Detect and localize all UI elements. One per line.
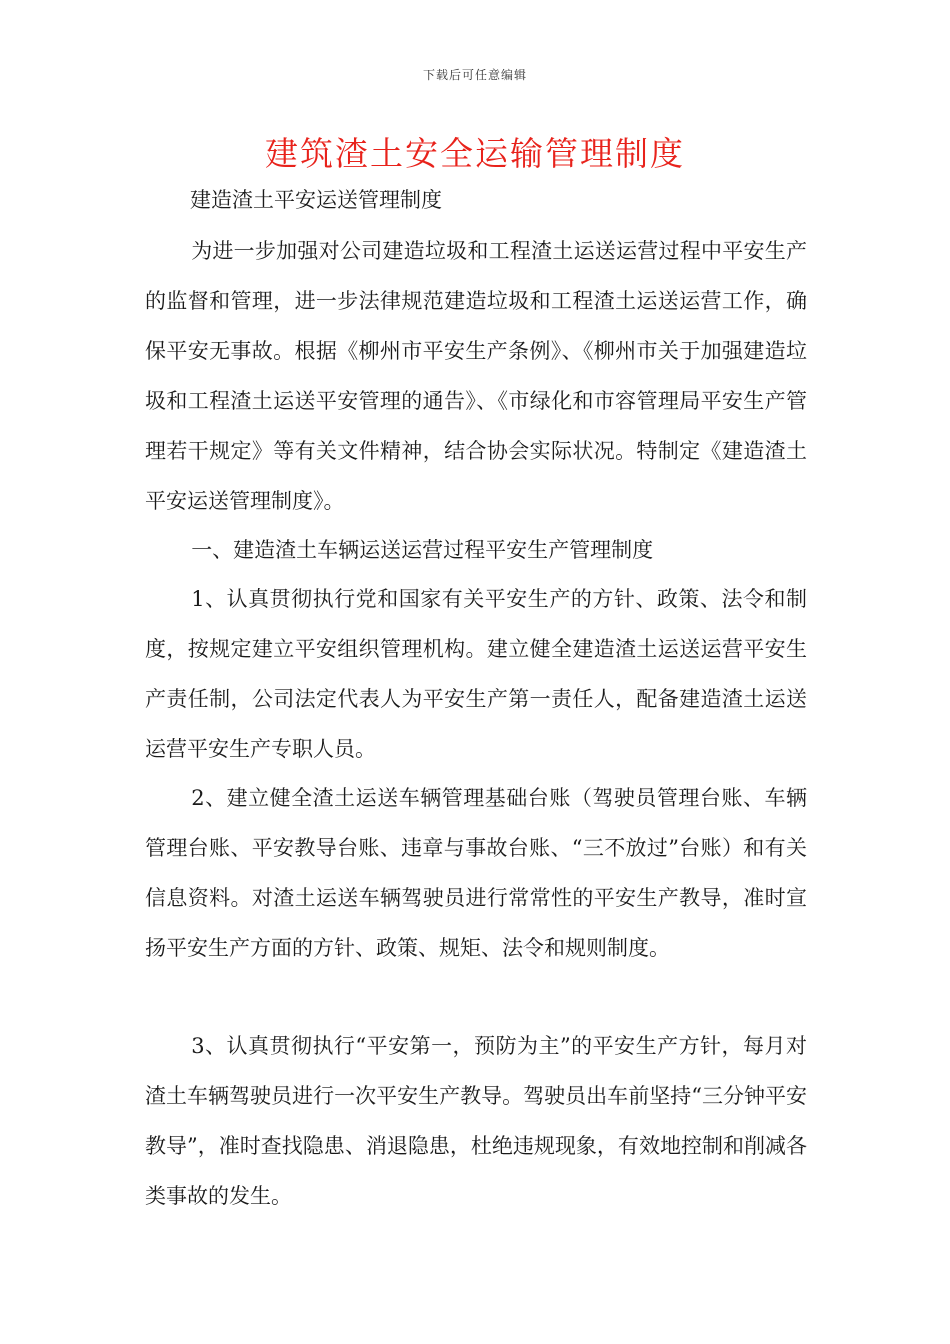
document-title: 建筑渣土安全运输管理制度 [265,134,685,173]
clause-1-paragraph: 1、认真贯彻执行党和国家有关平安生产的方针、政策、法令和制度，按规定建立平安组织管理机构。建立健全建造渣土运送运营平安生产责任制，公司法定代表人为平安生产第一责任人，配备建造渣土运送运营平安生产专职人员。 [145,587,807,761]
document-subtitle: 建造渣土平安运送管理制度 [190,188,442,212]
clause-2-paragraph: 2、建立健全渣土运送车辆管理基础台账（驾驶员管理台账、车辆管理台账、平安教导台账、违章与事故台账、“三不放过”台账）和有关信息资料。对渣土运送车辆驾驶员进行常常性的平安生产教导，准时宣扬平安生产方面的方针、政策、规矩、法令和规则制度。 [145,786,807,960]
clause-3-paragraph: 3、认真贯彻执行“平安第一，预防为主”的平安生产方针，每月对渣土车辆驾驶员进行一次平安生产教导。驾驶员出车前坚持“三分钟平安教导”，准时查找隐患、消退隐患，杜绝违规现象，有效地控制和削减各类事故的发生。 [145,1034,807,1208]
intro-paragraph: 为进一步加强对公司建造垃圾和工程渣土运送运营过程中平安生产的监督和管理，进一步法律规范建造垃圾和工程渣土运送运营工作，确保平安无事故。根据《柳州市平安生产条例》、《柳州市关于加强建造垃圾和工程渣土运送平安管理的通告》、《市绿化和市容管理局平安生产管理若干规定》等有关文件精神，结合协会实际状况。特制定《建造渣土平安运送管理制度》。 [145,239,807,513]
download-note: 下载后可任意编辑 [422,68,527,82]
section-heading-1: 一、建造渣土车辆运送运营过程平安生产管理制度 [191,538,654,562]
